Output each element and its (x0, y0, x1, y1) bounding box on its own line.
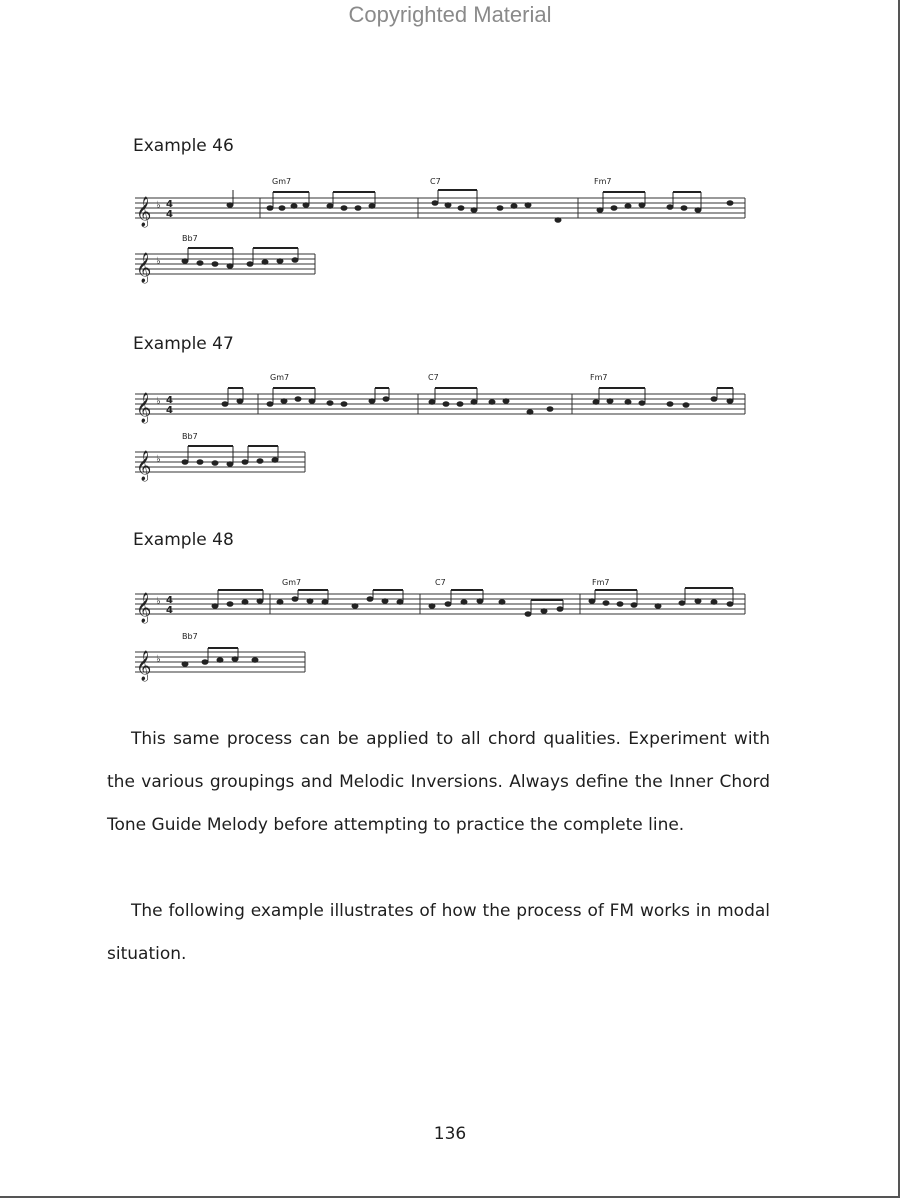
time-sig-top: 4 (166, 199, 173, 210)
svg-text:♭: ♭ (156, 454, 161, 465)
svg-text:♭: ♭ (156, 596, 161, 607)
time-sig-top: 4 (166, 395, 173, 406)
chord-symbol: Fm7 (594, 177, 612, 186)
example-47-title: Example 47 (133, 334, 234, 354)
svg-text:♭: ♭ (156, 654, 161, 665)
example-48-title: Example 48 (133, 530, 234, 550)
notes (227, 190, 733, 222)
chord-symbol: C7 (428, 373, 439, 382)
chord-symbol: Bb7 (182, 234, 198, 243)
time-sig-top: 4 (166, 595, 173, 606)
chord-symbol: C7 (435, 578, 446, 587)
example-46-title: Example 46 (133, 136, 234, 156)
example-47-staff-line-1 (130, 372, 750, 432)
example-47-staff-line-2 (130, 430, 330, 486)
copyright-watermark: Copyrighted Material (348, 2, 552, 27)
chord-symbol: Fm7 (592, 578, 610, 587)
body-paragraph-2: The following example illustrates of how the process of FM works in modal situation. (107, 901, 770, 964)
example-48-staff-line-2 (130, 630, 330, 686)
chord-symbol: Bb7 (182, 432, 198, 441)
time-sig-bottom: 4 (166, 209, 173, 220)
time-sig-bottom: 4 (166, 405, 173, 416)
chord-symbol: Gm7 (270, 373, 290, 382)
treble-clef-icon: 𝄞 (136, 593, 152, 623)
chord-symbol: Fm7 (590, 373, 608, 382)
treble-clef-icon: 𝄞 (136, 451, 152, 481)
example-46-staff-line-2 (130, 232, 330, 288)
example-48-staff-line-1 (130, 572, 750, 632)
treble-clef-icon: 𝄞 (136, 393, 152, 423)
svg-text:♭: ♭ (156, 200, 161, 211)
chord-symbol: Gm7 (282, 578, 302, 587)
chord-symbol: Gm7 (272, 177, 292, 186)
body-paragraph-1: This same process can be applied to all chord qualities. Experiment with the various groupings and Melodic Inversions. Always define the Inner Chord Tone Guide Melody before attempting to practice the complete line. (107, 729, 770, 835)
page-number: 136 (433, 1124, 467, 1144)
chord-symbol: Bb7 (182, 632, 198, 641)
treble-clef-icon: 𝄞 (136, 197, 152, 227)
chord-symbol: C7 (430, 177, 441, 186)
treble-clef-icon: 𝄞 (136, 253, 152, 283)
svg-text:♭: ♭ (156, 256, 161, 267)
svg-text:♭: ♭ (156, 396, 161, 407)
treble-clef-icon: 𝄞 (136, 651, 152, 681)
example-46-staff-line-1 (130, 176, 750, 236)
time-sig-bottom: 4 (166, 605, 173, 616)
